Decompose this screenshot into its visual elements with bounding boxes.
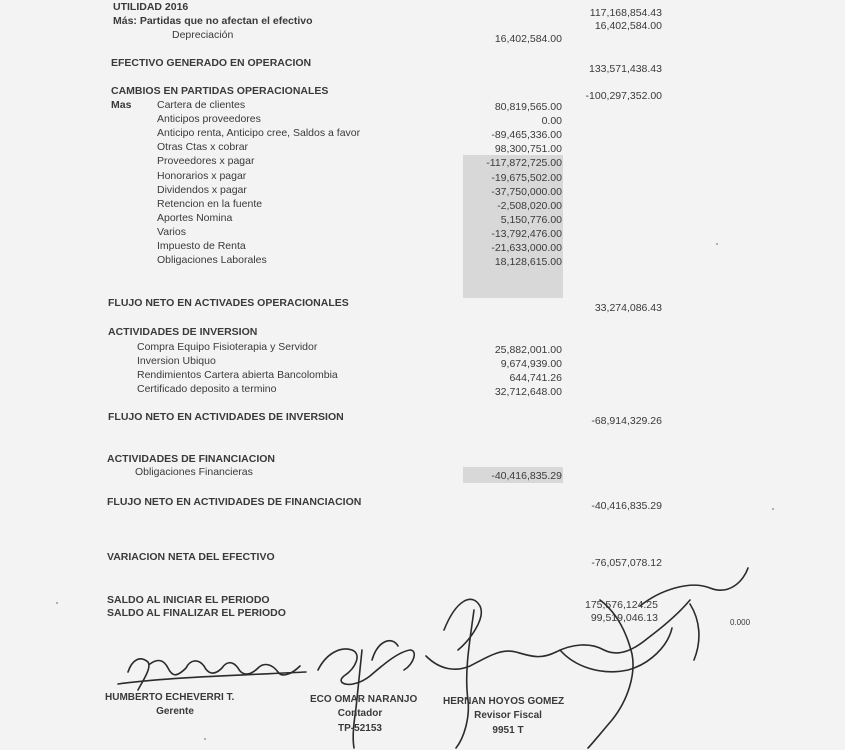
side-note-value: 0.000 (730, 618, 751, 627)
flujo-financiacion-label: FLUJO NETO EN ACTIVIDADES DE FINANCIACION (107, 496, 362, 508)
financiacion-item-value: -40,416,835.29 (491, 470, 562, 482)
cambios-label: CAMBIOS EN PARTIDAS OPERACIONALES (111, 85, 329, 97)
cambio-item-value: 5,150,776.00 (500, 214, 562, 226)
flujo-operacionales-value: 33,274,086.43 (594, 302, 662, 314)
signatory-id: TP-52153 (338, 723, 382, 734)
cambio-item-value: -89,465,336.00 (491, 129, 562, 141)
cambio-item-label: Cartera de clientes (157, 99, 246, 111)
inversion-item-label: Rendimientos Cartera abierta Bancolombia (137, 369, 338, 381)
scan-speck (716, 243, 718, 245)
depreciacion-label: Depreciación (172, 29, 234, 41)
signatory-role: Contador (337, 708, 383, 719)
efectivo-generado-label: EFECTIVO GENERADO EN OPERACION (111, 57, 312, 69)
cambio-item-value: 98,300,751.00 (494, 143, 562, 155)
inversion-item-value: 32,712,648.00 (494, 386, 562, 398)
saldo-inicial-label: SALDO AL INICIAR EL PERIODO (107, 594, 270, 606)
inversion-item-value: 644,741.26 (509, 372, 562, 384)
variacion-label: VARIACION NETA DEL EFECTIVO (107, 551, 275, 563)
saldo-final-label: SALDO AL FINALIZAR EL PERIODO (107, 607, 286, 619)
inversion-item-label: Certificado deposito a termino (137, 383, 277, 395)
cambio-item-label: Obligaciones Laborales (157, 254, 267, 266)
cambio-item-value: 18,128,615.00 (494, 256, 562, 268)
cambio-item-value: -13,792,476.00 (491, 228, 562, 240)
cambio-item-label: Aportes Nomina (157, 212, 233, 224)
cambio-item-value: -2,508,020.00 (497, 200, 562, 212)
financiacion-label: ACTIVIDADES DE FINANCIACION (107, 453, 276, 465)
scan-speck (204, 738, 206, 740)
cambio-item-label: Dividendos x pagar (157, 184, 247, 196)
efectivo-generado-value: 133,571,438.43 (589, 63, 662, 75)
cambio-item-label: Retencion en la fuente (157, 198, 263, 210)
cambio-item-label: Honorarios x pagar (157, 170, 247, 182)
flujo-operacionales-label: FLUJO NETO EN ACTIVADES OPERACIONALES (108, 297, 349, 309)
signatory-name: HUMBERTO ECHEVERRI T. (105, 692, 235, 703)
inversion-item-value: 9,674,939.00 (500, 358, 562, 370)
signatory-name: ECO OMAR NARANJO (310, 694, 418, 705)
cambio-item-value: -117,872,725.00 (486, 157, 562, 169)
signatory-role: Gerente (156, 706, 194, 717)
inversion-label: ACTIVIDADES DE INVERSION (108, 326, 258, 338)
saldo-inicial-value: 175,576,124.25 (585, 599, 658, 611)
mas-label: Mas (111, 99, 132, 111)
utilidad-value: 117,168,854.43 (589, 7, 662, 19)
cambio-item-value: -19,675,502.00 (491, 172, 562, 184)
cambio-item-label: Anticipo renta, Anticipo cree, Saldos a favor (157, 127, 361, 139)
cambio-item-value: 0.00 (541, 115, 562, 127)
cambios-value: -100,297,352.00 (585, 90, 662, 102)
signatory-role: Revisor Fiscal (474, 710, 542, 721)
inversion-item-label: Compra Equipo Fisioterapia y Servidor (137, 341, 318, 353)
cambio-item-label: Proveedores x pagar (157, 155, 255, 167)
signatory-name: HERNAN HOYOS GOMEZ (443, 696, 565, 707)
cambio-item-value: 80,819,565.00 (494, 101, 562, 113)
mas-partidas-label: Más: Partidas que no afectan el efectivo (113, 15, 313, 27)
inversion-item-value: 25,882,001.00 (494, 344, 562, 356)
variacion-value: -76,057,078.12 (591, 557, 662, 569)
cambio-item-value: -37,750,000.00 (491, 186, 562, 198)
cambio-item-label: Anticipos proveedores (157, 113, 261, 125)
flujo-financiacion-value: -40,416,835.29 (591, 500, 662, 512)
scan-speck (772, 508, 774, 510)
signatory-id: 9951 T (492, 725, 524, 736)
scan-speck (56, 602, 58, 604)
utilidad-label: UTILIDAD 2016 (113, 1, 189, 13)
financiacion-item-label: Obligaciones Financieras (135, 466, 253, 478)
flujo-inversion-label: FLUJO NETO EN ACTIVIDADES DE INVERSION (108, 411, 344, 423)
cambio-item-label: Varios (157, 226, 186, 238)
mas-partidas-value: 16,402,584.00 (594, 20, 662, 32)
cambio-item-label: Impuesto de Renta (157, 240, 246, 252)
cambio-item-label: Otras Ctas x cobrar (157, 141, 249, 153)
depreciacion-value: 16,402,584.00 (494, 33, 562, 45)
cambio-item-value: -21,633,000.00 (491, 242, 562, 254)
inversion-item-label: Inversion Ubiquo (137, 355, 216, 367)
flujo-inversion-value: -68,914,329.26 (591, 415, 662, 427)
saldo-final-value: 99,519,046.13 (590, 612, 658, 624)
